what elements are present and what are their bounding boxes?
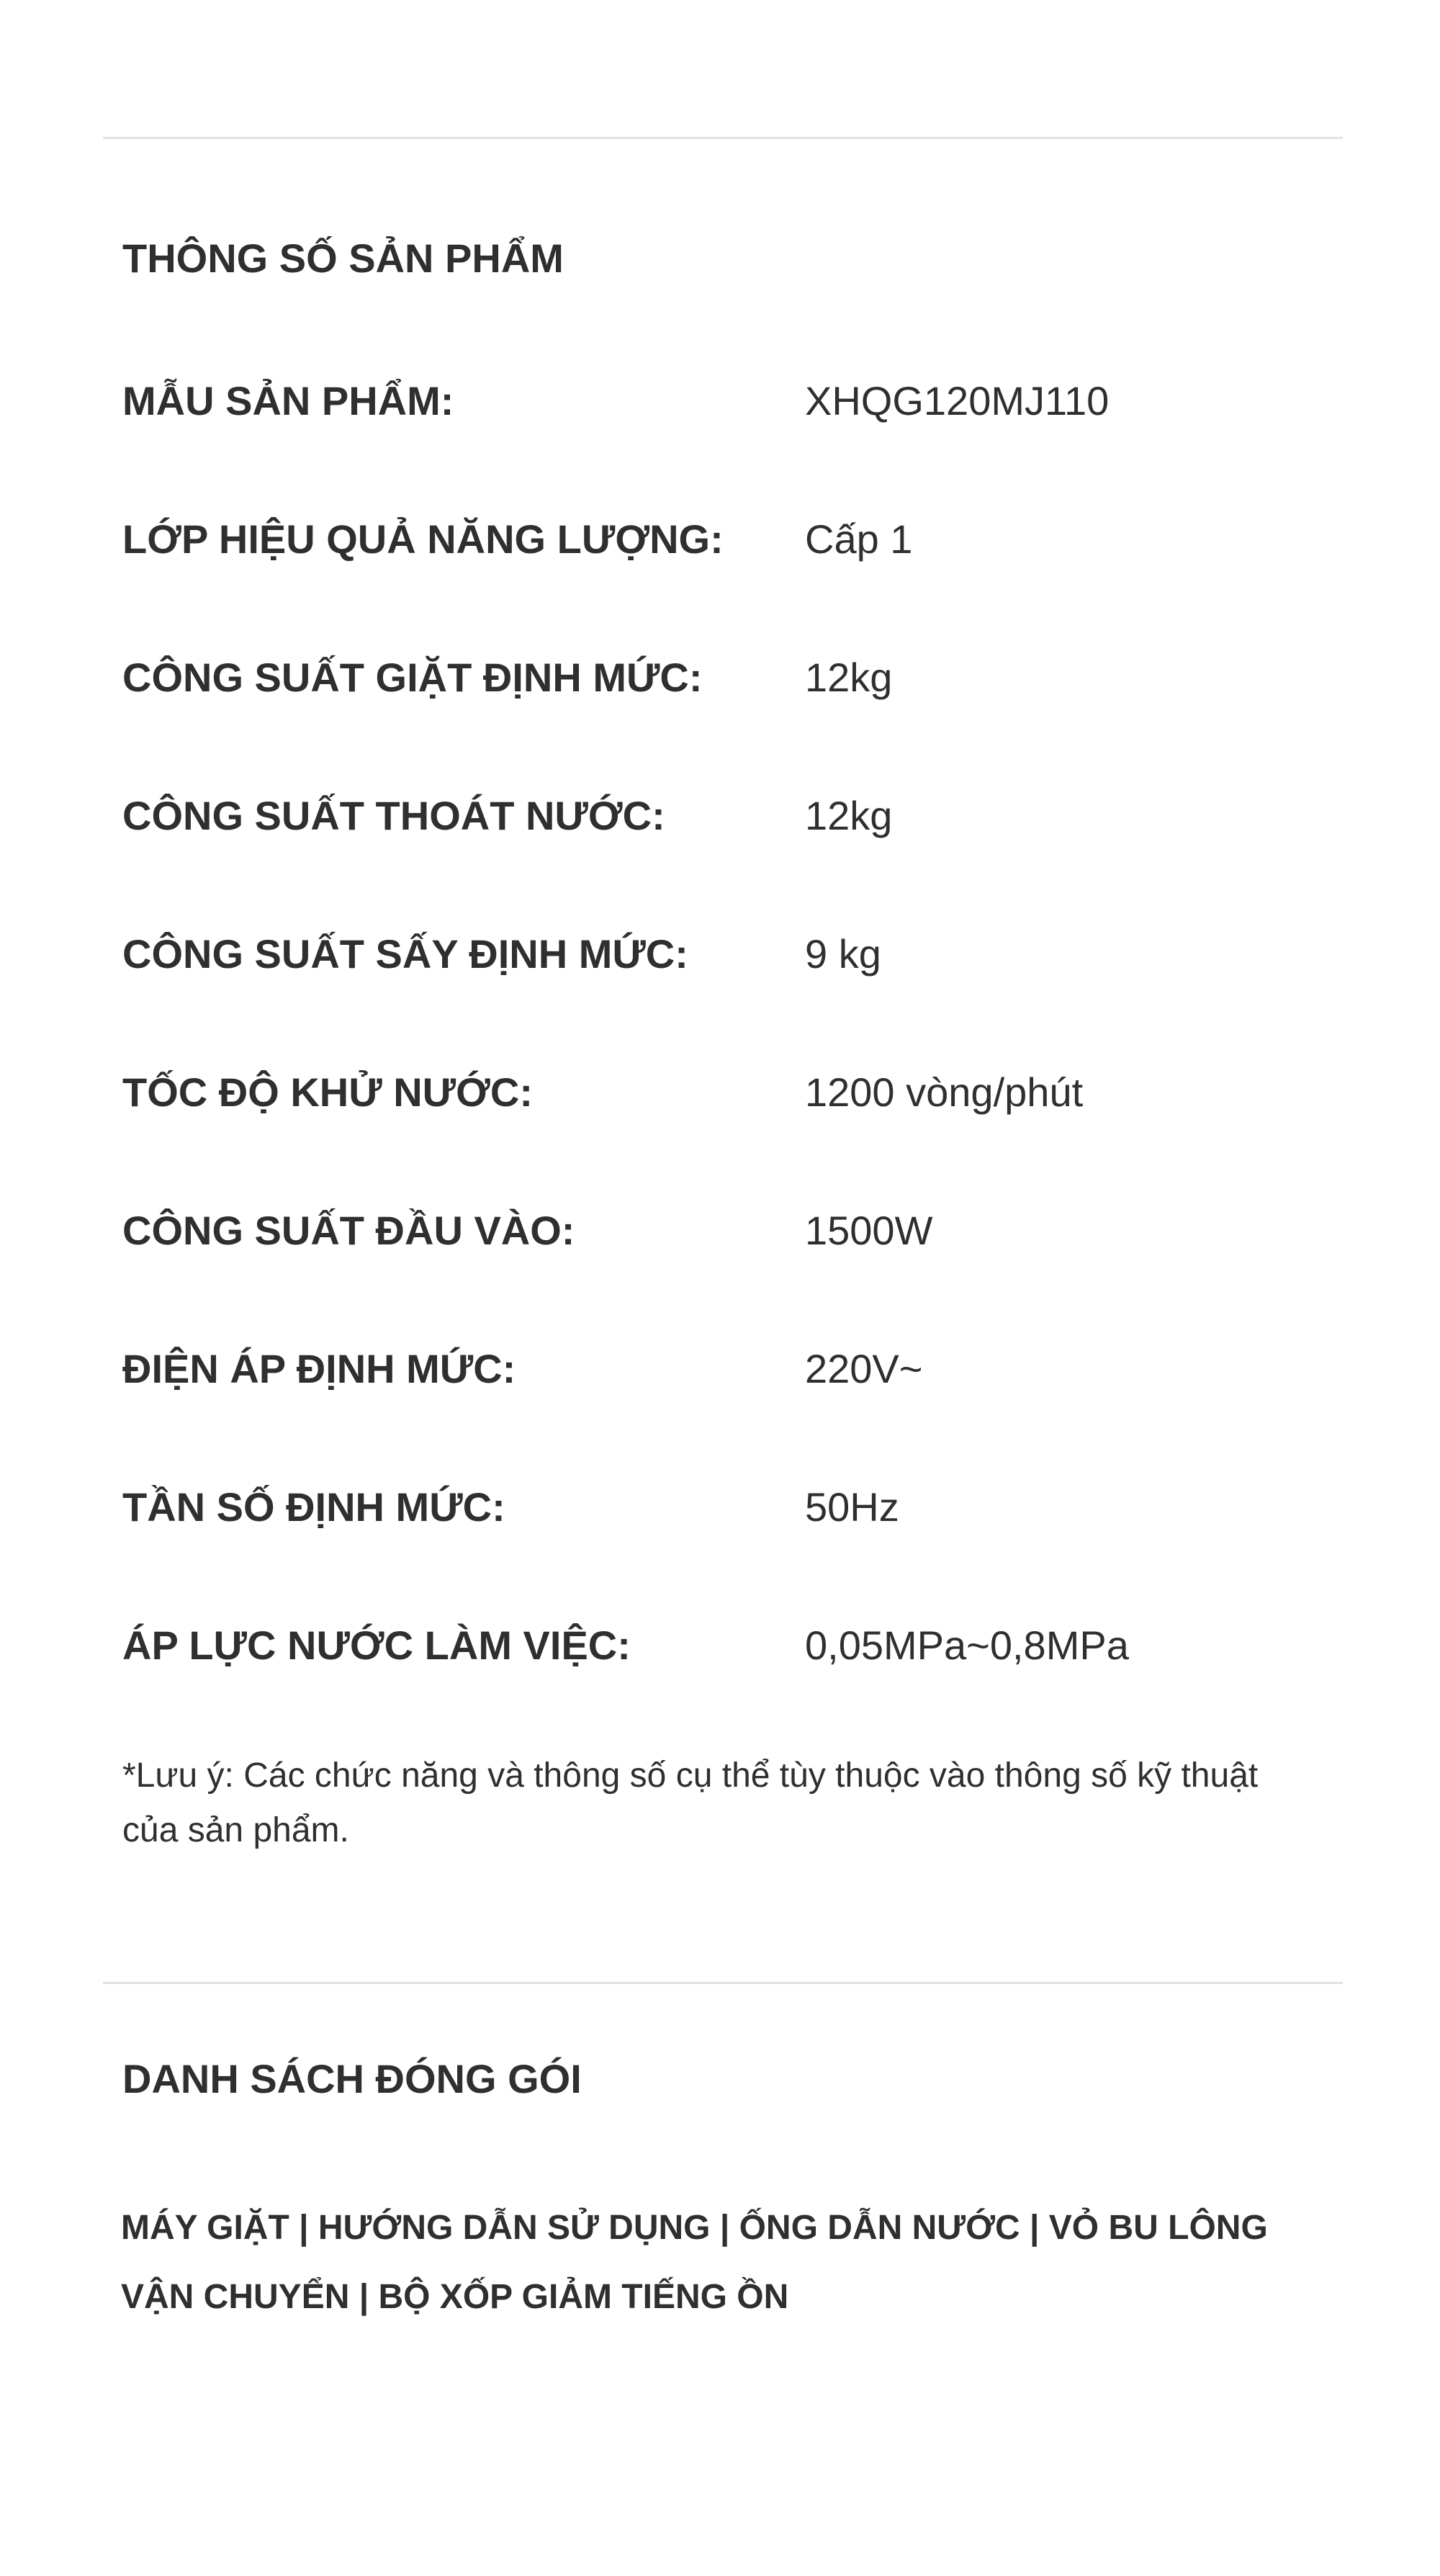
spec-label: ÁP LỰC NƯỚC LÀM VIỆC: — [122, 1623, 631, 1668]
spec-label: TẦN SỐ ĐỊNH MỨC: — [122, 1484, 505, 1530]
packing-list: MÁY GIẶT | HƯỚNG DẪN SỬ DỤNG | ỐNG DẪN NƯỚC | VỎ BU LÔNG VẬN CHUYỂN | BỘ XỐP GIẢM TIẾNG ỒN — [121, 2209, 1268, 2316]
spec-label: CÔNG SUẤT GIẶT ĐỊNH MỨC: — [122, 655, 703, 700]
spec-value: 9 kg — [805, 931, 881, 977]
spec-value: XHQG120MJ110 — [805, 378, 1110, 423]
top-divider — [103, 137, 1343, 139]
spec-value: 12kg — [805, 793, 893, 838]
spec-label: CÔNG SUẤT SẤY ĐỊNH MỨC: — [122, 931, 688, 977]
spec-row — [122, 930, 1318, 988]
spec-value: 220V~ — [805, 1346, 923, 1391]
spec-label: CÔNG SUẤT THOÁT NƯỚC: — [122, 793, 665, 838]
spec-row — [122, 377, 1318, 435]
spec-value: Cấp 1 — [805, 516, 913, 562]
spec-label: LỚP HIỆU QUẢ NĂNG LƯỢNG: — [122, 516, 724, 562]
spec-row — [122, 1069, 1318, 1126]
specs-section-title: THÔNG SỐ SẢN PHẨM — [122, 235, 564, 281]
spec-row — [122, 516, 1318, 573]
spec-value: 1200 vòng/phút — [805, 1069, 1084, 1115]
spec-label: TỐC ĐỘ KHỬ NƯỚC: — [122, 1069, 533, 1115]
spec-label: CÔNG SUẤT ĐẦU VÀO: — [122, 1208, 575, 1253]
spec-row — [122, 792, 1318, 850]
spec-label: ĐIỆN ÁP ĐỊNH MỨC: — [122, 1346, 516, 1391]
spec-value: 1500W — [805, 1208, 933, 1253]
spec-row — [122, 654, 1318, 712]
spec-row — [122, 1345, 1318, 1403]
spec-value: 12kg — [805, 655, 893, 700]
section-divider — [103, 1982, 1343, 1984]
spec-value: 50Hz — [805, 1484, 899, 1530]
spec-row — [122, 1207, 1318, 1265]
packing-section-title: DANH SÁCH ĐÓNG GÓI — [122, 2056, 582, 2101]
spec-row — [122, 1484, 1318, 1541]
spec-row — [122, 1622, 1318, 1679]
specs-note: *Lưu ý: Các chức năng và thông số cụ thể tùy thuộc vào thông số kỹ thuật của sản phẩm. — [122, 1756, 1259, 1849]
spec-value: 0,05MPa~0,8MPa — [805, 1623, 1129, 1668]
spec-label: MẪU SẢN PHẨM: — [122, 378, 454, 423]
